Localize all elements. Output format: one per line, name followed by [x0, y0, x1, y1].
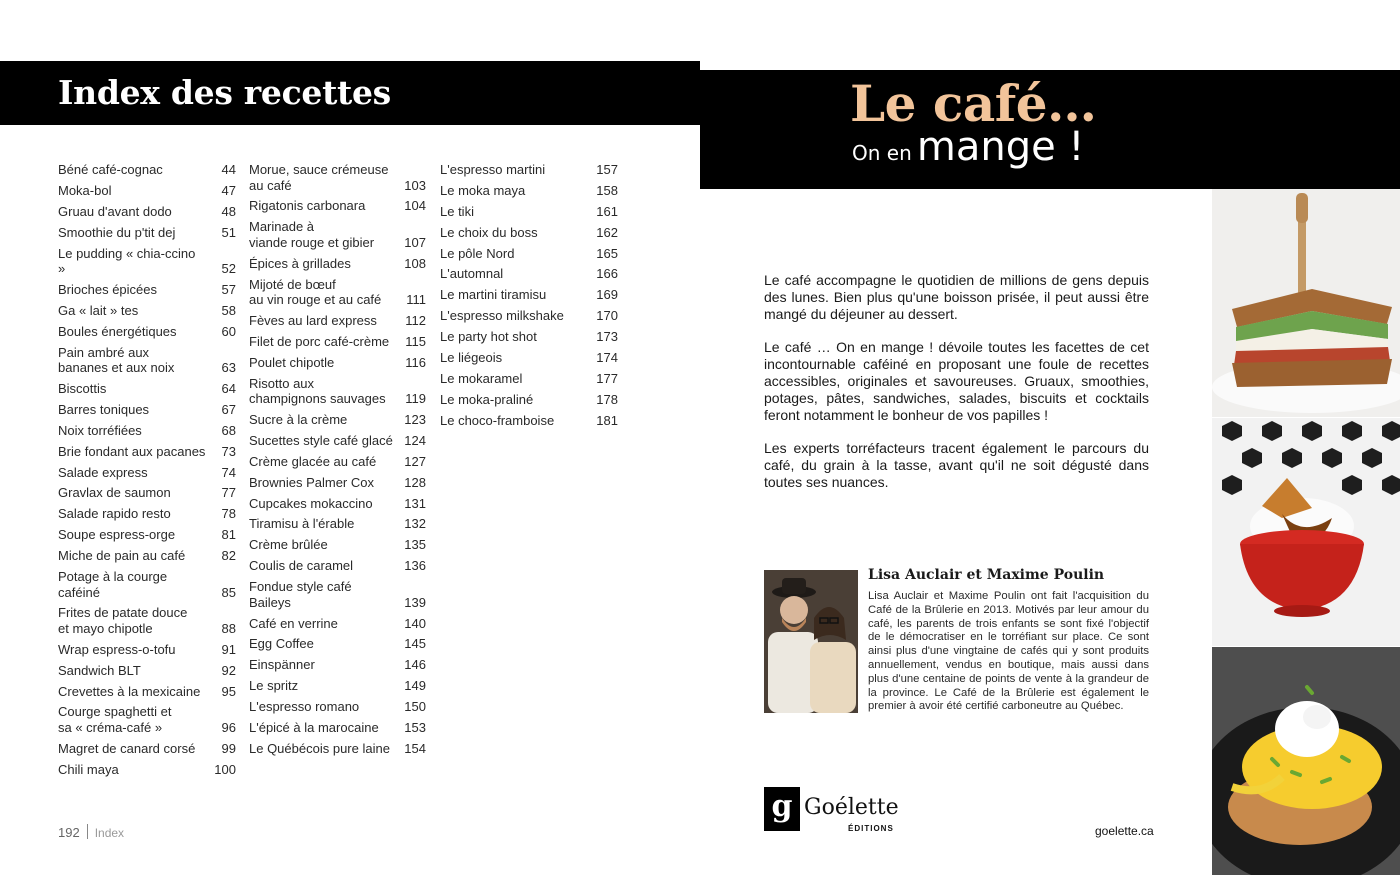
sandwich-illustration — [1212, 189, 1400, 417]
recipe-name: Miche de pain au café — [58, 548, 186, 564]
recipe-page: 166 — [596, 266, 618, 282]
index-entry — [440, 162, 618, 178]
index-entry — [249, 558, 426, 574]
recipe-name: Magret de canard corsé — [58, 740, 196, 756]
authors-photo — [764, 570, 858, 713]
index-entry — [58, 183, 236, 199]
index-entry — [58, 423, 236, 439]
index-entry — [249, 334, 426, 350]
recipe-name: Biscottis — [58, 381, 107, 397]
recipe-name: Cupcakes mokaccino — [249, 495, 373, 511]
recipe-name: L'automnal — [440, 266, 504, 282]
recipe-page: 88 — [221, 620, 236, 636]
authors-bio: Lisa Auclair et Maxime Poulin ont fait l'acquisition du Café de la Brûlerie en 2013. Motivés par leur amour du café, les parents de trois enfants se sont fixé l'objectif de le démocratiser en le torréfiant sur place. Ce sont ainsi plus d'une vingtaine de cafés qui y sont produits annuellement, vendus en boutique, mais aussi dans plus d'une centaine de points de vente à la grandeur de la province. Le Café de la Brûlerie est également le premier à avoir été certifié carboneutre au Québec. — [868, 590, 1149, 713]
publisher-logo-icon: g — [764, 787, 800, 831]
recipe-page: 158 — [596, 182, 618, 198]
authors-photo-illustration — [764, 570, 858, 713]
recipe-page: 174 — [596, 350, 618, 366]
recipe-name: Fèves au lard express — [249, 312, 377, 328]
recipe-page: 140 — [404, 615, 426, 631]
recipe-name: Brownies Palmer Cox — [249, 474, 374, 490]
recipe-name: Rigatonis carbonara — [249, 198, 366, 214]
index-entry — [58, 741, 236, 757]
recipe-name: Potage à la courge caféiné — [58, 569, 168, 600]
recipe-page: 92 — [221, 662, 236, 678]
recipe-page: 173 — [596, 329, 618, 345]
recipe-name: Frites de patate douce et mayo chipotle — [58, 605, 188, 636]
recipe-name: Filet de porc café-crème — [249, 333, 390, 349]
recipe-page: 136 — [404, 558, 426, 574]
recipe-name: Salade rapido resto — [58, 506, 171, 522]
index-entry — [249, 537, 426, 553]
recipe-page: 116 — [405, 354, 426, 370]
index-entry — [249, 433, 426, 449]
recipe-name: Barres toniques — [58, 401, 150, 417]
recipe-page: 157 — [596, 162, 618, 177]
index-entry — [58, 162, 236, 178]
recipe-name: L'espresso milkshake — [440, 308, 564, 324]
index-entry — [440, 183, 618, 199]
index-entry — [58, 381, 236, 397]
index-entry — [440, 266, 618, 282]
index-entry — [58, 527, 236, 543]
index-entry — [249, 277, 426, 308]
index-entry — [58, 246, 236, 277]
index-entry — [440, 308, 618, 324]
recipe-name: Mijoté de bœuf au vin rouge et au café — [249, 276, 382, 308]
index-entry — [440, 246, 618, 262]
recipe-name: Courge spaghetti et sa « créma-café » — [58, 704, 172, 735]
recipe-name: Le choco-framboise — [440, 412, 555, 428]
index-column-1 — [58, 162, 236, 783]
recipe-name: Brie fondant aux pacanes — [58, 443, 206, 459]
recipe-name: Le moka-praliné — [440, 391, 534, 407]
recipe-name: Risotto aux champignons sauvages — [249, 375, 386, 407]
index-entry — [440, 413, 618, 429]
recipe-page: 178 — [596, 391, 618, 407]
recipe-name: Soupe espress-orge — [58, 527, 176, 543]
index-entry — [249, 412, 426, 428]
recipe-name: Crevettes à la mexicaine — [58, 683, 201, 699]
recipe-page: 181 — [596, 412, 618, 428]
intro-text — [764, 272, 1149, 508]
recipe-page: 64 — [221, 381, 236, 397]
recipe-page: 169 — [596, 287, 618, 303]
index-entry — [58, 506, 236, 522]
index-entry — [249, 657, 426, 673]
sandwich-photo — [1212, 189, 1400, 417]
recipe-name: Le liégeois — [440, 350, 503, 366]
recipe-page: 108 — [404, 255, 426, 271]
recipe-page: 135 — [404, 537, 426, 553]
index-entry — [249, 636, 426, 652]
recipe-page: 119 — [405, 391, 426, 407]
recipe-page: 145 — [404, 636, 426, 652]
recipe-name: Café en verrine — [249, 615, 338, 631]
publisher-tag: ÉDITIONS — [848, 824, 894, 833]
footer-divider — [87, 824, 88, 839]
publisher-name: Goélette — [804, 795, 899, 820]
recipe-page: 96 — [221, 719, 236, 735]
index-entry — [249, 699, 426, 715]
ice-cream-illustration — [1212, 418, 1400, 646]
recipe-page: 111 — [406, 292, 426, 308]
recipe-name: Le mokaramel — [440, 370, 523, 386]
recipe-name: Fondue style café Baileys — [249, 579, 352, 610]
index-entry — [58, 485, 236, 501]
recipe-name: Moka-bol — [58, 182, 112, 198]
recipe-name: Béné café-cognac — [58, 162, 163, 177]
index-column-2 — [249, 162, 426, 762]
index-entry — [440, 204, 618, 220]
index-entry — [440, 329, 618, 345]
recipe-page: 149 — [404, 678, 426, 694]
recipe-name: Le pudding « chia-ccino » — [58, 245, 196, 277]
index-entry — [249, 198, 426, 214]
recipe-page: 132 — [404, 516, 426, 532]
recipe-page: 95 — [221, 683, 236, 699]
index-entry — [249, 454, 426, 470]
recipe-page: 165 — [596, 245, 618, 261]
index-entry — [58, 402, 236, 418]
recipe-page: 48 — [221, 203, 236, 219]
recipe-name: Gruau d'avant dodo — [58, 203, 172, 219]
recipe-name: L'épicé à la marocaine — [249, 719, 379, 735]
recipe-page: 91 — [221, 641, 236, 657]
intro-paragraph-3: Les experts torréfacteurs tracent également le parcours du café, du grain à la tasse, avant qu'il ne soit dégusté dans toutes ses nuances. — [764, 440, 1149, 490]
recipe-page: 77 — [221, 485, 236, 501]
index-entry — [58, 282, 236, 298]
recipe-page: 112 — [405, 312, 426, 328]
recipe-name: Épices à grillades — [249, 255, 351, 271]
recipe-page: 58 — [221, 302, 236, 318]
index-entry — [249, 162, 426, 193]
eggs-benedict-illustration — [1212, 647, 1400, 875]
recipe-page: 115 — [405, 333, 426, 349]
index-entry — [58, 684, 236, 700]
recipe-name: L'espresso martini — [440, 162, 546, 177]
recipe-page: 52 — [221, 261, 236, 277]
recipe-name: Marinade à viande rouge et gibier — [249, 219, 375, 250]
recipe-page: 82 — [221, 548, 236, 564]
recipe-page: 99 — [221, 740, 236, 756]
index-entry — [249, 741, 426, 757]
index-entry — [440, 350, 618, 366]
recipe-name: Le moka maya — [440, 182, 526, 198]
index-entry — [58, 548, 236, 564]
index-entry — [58, 444, 236, 460]
subtitle-small: On en — [852, 141, 912, 165]
intro-paragraph-1: Le café accompagne le quotidien de millions de gens depuis des lunes. Bien plus qu'une boisson prisée, il peut aussi être mangé du déjeuner au dessert. — [764, 272, 1149, 322]
recipe-page: 162 — [596, 224, 618, 240]
publisher-website: goelette.ca — [1095, 824, 1154, 838]
recipe-name: Pain ambré aux bananes et aux noix — [58, 344, 175, 376]
recipe-name: Boules énergétiques — [58, 323, 177, 339]
book-title: Le café… — [850, 74, 1097, 133]
index-entry — [58, 569, 236, 600]
index-entry — [440, 225, 618, 241]
recipe-name: Noix torréfiées — [58, 422, 142, 438]
book-subtitle — [852, 124, 1084, 170]
recipe-name: Le martini tiramisu — [440, 287, 547, 303]
index-entry — [58, 762, 236, 778]
recipe-name: Egg Coffee — [249, 636, 314, 652]
recipe-page: 81 — [221, 527, 236, 543]
recipe-name: Chili maya — [58, 761, 119, 777]
index-entry — [249, 219, 426, 250]
index-entry — [58, 324, 236, 340]
index-entry — [249, 376, 426, 407]
recipe-name: Ga « lait » tes — [58, 302, 139, 318]
authors-name: Lisa Auclair et Maxime Poulin — [868, 567, 1105, 583]
recipe-page: 128 — [404, 474, 426, 490]
recipe-name: Sucettes style café glacé — [249, 432, 393, 448]
recipe-page: 47 — [221, 182, 236, 198]
recipe-name: Le spritz — [249, 678, 299, 694]
recipe-page: 154 — [404, 740, 426, 756]
recipe-page: 100 — [214, 761, 236, 777]
recipe-name: Le pôle Nord — [440, 245, 515, 261]
recipe-name: Smoothie du p'tit dej — [58, 224, 176, 240]
index-entry — [440, 287, 618, 303]
index-entry — [249, 720, 426, 736]
recipe-page: 161 — [596, 203, 618, 219]
recipe-name: Morue, sauce crémeuse au café — [249, 162, 389, 193]
recipe-name: Le tiki — [440, 203, 474, 219]
recipe-name: Crème glacée au café — [249, 453, 377, 469]
ice-cream-photo — [1212, 418, 1400, 646]
index-entry — [58, 465, 236, 481]
index-entry — [440, 392, 618, 408]
recipe-name: Sucre à la crème — [249, 412, 348, 428]
recipe-name: Tiramisu à l'érable — [249, 516, 355, 532]
index-entry — [58, 704, 236, 735]
recipe-page: 170 — [596, 308, 618, 324]
recipe-name: Le choix du boss — [440, 224, 538, 240]
recipe-page: 177 — [596, 370, 618, 386]
recipe-page: 73 — [221, 443, 236, 459]
index-entry — [58, 642, 236, 658]
recipe-name: Coulis de caramel — [249, 558, 354, 574]
index-entry — [58, 663, 236, 679]
index-entry — [249, 616, 426, 632]
index-entry — [58, 605, 236, 636]
recipe-page: 146 — [404, 657, 426, 673]
recipe-page: 153 — [404, 719, 426, 735]
recipe-name: Poulet chipotle — [249, 354, 335, 370]
index-entry — [249, 313, 426, 329]
recipe-page: 78 — [221, 506, 236, 522]
recipe-name: Gravlax de saumon — [58, 485, 171, 501]
recipe-page: 103 — [404, 177, 426, 193]
recipe-name: Salade express — [58, 464, 148, 480]
index-column-3 — [440, 162, 618, 434]
index-entry — [249, 579, 426, 610]
intro-paragraph-2: Le café … On en mange ! dévoile toutes les facettes de cet incontournable caféiné en proposant une foule de recettes accessibles, originales et savoureuses. Gruaux, smoothies, potages, pâtes, sandwiches, salades, biscuits et cocktails feront notamment le bonheur de vos papilles ! — [764, 339, 1149, 423]
recipe-page: 104 — [404, 198, 426, 214]
recipe-name: Wrap espress-o-tofu — [58, 641, 176, 657]
recipe-page: 123 — [404, 412, 426, 428]
recipe-page: 127 — [404, 453, 426, 469]
recipe-name: Le party hot shot — [440, 329, 537, 345]
recipe-name: L'espresso romano — [249, 699, 360, 715]
recipe-page: 57 — [221, 281, 236, 297]
page-footer — [58, 824, 124, 840]
index-entry — [58, 225, 236, 241]
index-entry — [249, 475, 426, 491]
subtitle-big: mange ! — [916, 124, 1085, 170]
index-entry — [58, 204, 236, 220]
index-entry — [249, 496, 426, 512]
recipe-page: 44 — [221, 162, 236, 177]
index-entry — [249, 516, 426, 532]
recipe-page: 63 — [221, 360, 236, 376]
recipe-name: Einspänner — [249, 657, 315, 673]
recipe-page: 124 — [404, 432, 426, 448]
index-title: Index des recettes — [58, 73, 391, 112]
recipe-page: 67 — [221, 401, 236, 417]
recipe-page: 74 — [221, 464, 236, 480]
recipe-page: 68 — [221, 422, 236, 438]
recipe-page: 131 — [404, 495, 426, 511]
index-entry — [249, 355, 426, 371]
section-label: Index — [94, 826, 125, 840]
eggs-benedict-photo — [1212, 647, 1400, 875]
recipe-page: 150 — [404, 699, 426, 715]
recipe-page: 51 — [221, 224, 236, 240]
recipe-page: 60 — [221, 323, 236, 339]
index-entry — [249, 256, 426, 272]
index-entry — [440, 371, 618, 387]
recipe-page: 107 — [404, 234, 426, 250]
index-entry — [249, 678, 426, 694]
recipe-name: Le Québécois pure laine — [249, 740, 390, 756]
index-entry — [58, 303, 236, 319]
page-number: 192 — [58, 825, 80, 840]
index-entry — [58, 345, 236, 376]
recipe-name: Brioches épicées — [58, 281, 157, 297]
recipe-name: Crème brûlée — [249, 537, 328, 553]
recipe-page: 85 — [221, 584, 236, 600]
recipe-name: Sandwich BLT — [58, 662, 141, 678]
recipe-page: 139 — [404, 594, 426, 610]
